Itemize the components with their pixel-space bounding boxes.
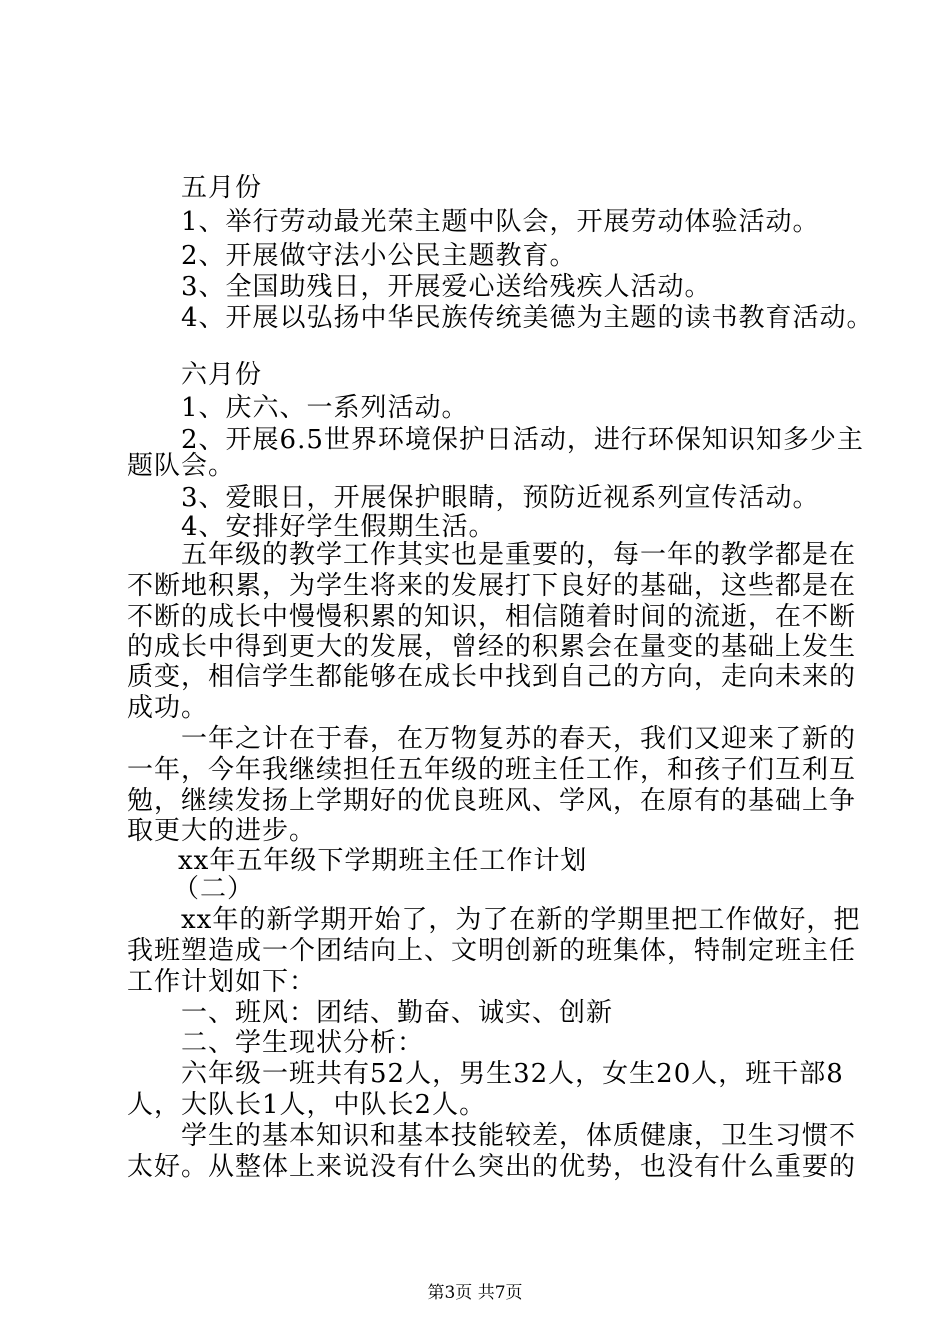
text-line: 人，大队长1人，中队长2人。	[127, 1090, 487, 1120]
text-line: 我班塑造成一个团结向上、文明创新的班集体，特制定班主任	[127, 936, 857, 966]
text-line: 一、班风：团结、勤奋、诚实、创新	[181, 998, 614, 1028]
section-number: （二）	[173, 874, 255, 904]
text-line: 2、开展6.5世界环境保护日活动，进行环保知识知多少主	[181, 425, 864, 455]
text-line: 4、开展以弘扬中华民族传统美德为主题的读书教育活动。	[181, 303, 874, 333]
text-line: 1、庆六、一系列活动。	[181, 393, 469, 423]
text-line: 4、安排好学生假期生活。	[181, 512, 496, 542]
document-title-line: xx年五年级下学期班主任工作计划	[178, 846, 588, 876]
text-line: 五年级的教学工作其实也是重要的，每一年的教学都是在	[181, 540, 857, 570]
text-line: 的成长中得到更大的发展，曾经的积累会在量变的基础上发生	[127, 632, 857, 662]
text-line: 不断地积累，为学生将来的发展打下良好的基础，这些都是在	[127, 571, 857, 601]
text-line: 一年之计在于春，在万物复苏的春天，我们又迎来了新的	[181, 724, 857, 754]
section-heading-may: 五月份	[181, 173, 263, 203]
page-number-footer: 第3页 共7页	[427, 1283, 523, 1303]
text-line: 一年，今年我继续担任五年级的班主任工作，和孩子们互利互	[127, 755, 857, 785]
text-line: 2、开展做守法小公民主题教育。	[181, 241, 577, 271]
text-line: 质变，相信学生都能够在成长中找到自己的方向，走向未来的	[127, 662, 857, 692]
text-line: 六年级一班共有52人，男生32人，女生20人，班干部8	[181, 1059, 844, 1089]
text-line: 3、爱眼日，开展保护眼睛，预防近视系列宣传活动。	[181, 483, 820, 513]
text-line: 取更大的进步。	[127, 816, 317, 846]
text-line: 不断的成长中慢慢积累的知识，相信随着时间的流逝，在不断	[127, 602, 857, 632]
text-line: 成功。	[127, 693, 209, 723]
text-line: 1、举行劳动最光荣主题中队会，开展劳动体验活动。	[181, 207, 820, 237]
text-line: 学生的基本知识和基本技能较差，体质健康，卫生习惯不	[181, 1121, 857, 1151]
text-line: 3、全国助残日，开展爱心送给残疾人活动。	[181, 272, 712, 302]
text-line: 二、学生现状分析：	[181, 1028, 425, 1058]
text-line: xx年的新学期开始了，为了在新的学期里把工作做好，把	[181, 905, 861, 935]
section-heading-june: 六月份	[181, 360, 263, 390]
text-line: 勉，继续发扬上学期好的优良班风、学风，在原有的基础上争	[127, 786, 857, 816]
text-line: 工作计划如下：	[127, 967, 317, 997]
text-line: 太好。从整体上来说没有什么突出的优势，也没有什么重要的	[127, 1152, 857, 1182]
text-line: 题队会。	[127, 451, 236, 481]
